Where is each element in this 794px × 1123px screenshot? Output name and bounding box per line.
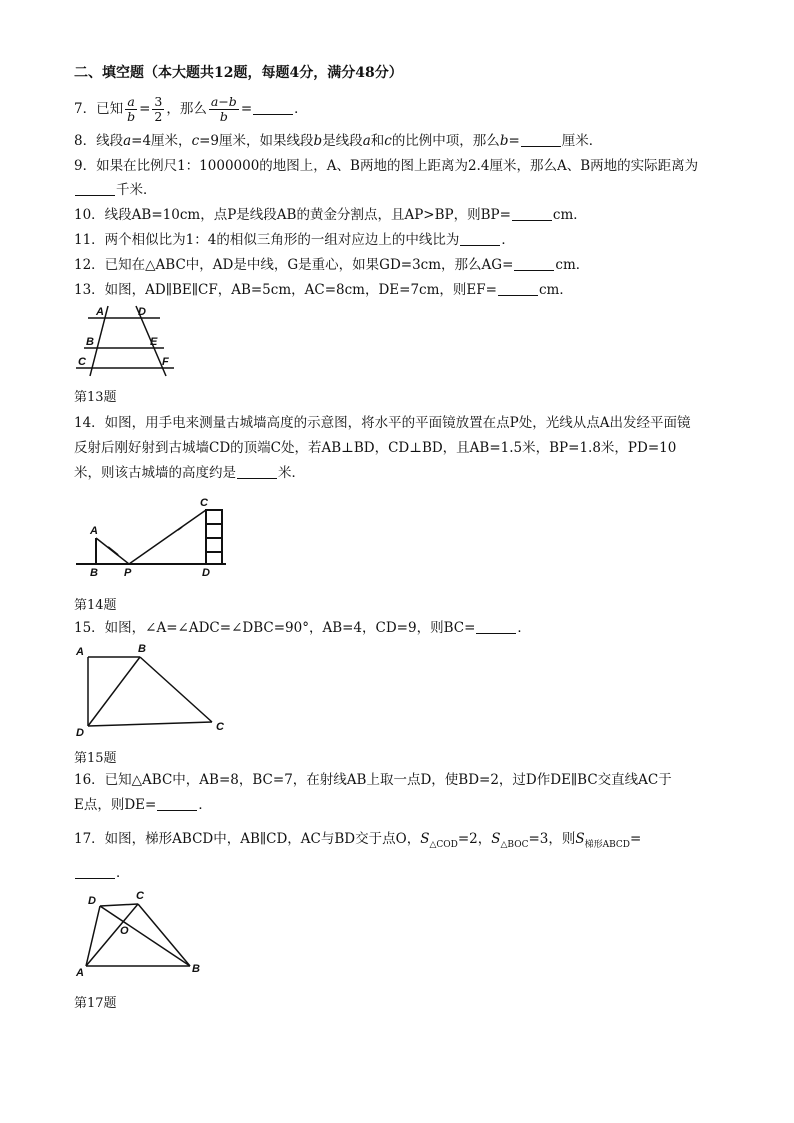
caption-15: 第15题 — [74, 751, 117, 766]
answer-blank-9[interactable] — [75, 181, 115, 196]
section-title: 二、填空题（本大题共12题，每题4分，满分48分） — [74, 65, 403, 81]
label-b: B — [90, 567, 98, 579]
q7-prefix: 7．已知 — [74, 101, 124, 117]
label-c: C — [200, 497, 208, 509]
question-9-line-1: 9．如果在比例尺1：1000000的地图上，A、B两地的图上距离为2.4厘米，那么A、B两地的实际距离为 — [74, 158, 699, 174]
label-e: E — [150, 336, 158, 348]
question-8: 8．线段a=4厘米，c=9厘米，如果线段b是线段a和c的比例中项，那么b= 厘米． — [74, 133, 603, 149]
question-14-line-1: 14．如图，用手电来测量古城墙高度的示意图，将水平的平面镜放置在点P处，光线从点A出发经平面镜 — [74, 415, 691, 431]
answer-blank-10[interactable] — [512, 206, 552, 221]
figure-13 — [74, 302, 184, 382]
figure-17 — [74, 890, 214, 982]
question-16-line-2: E点，则DE= ． — [74, 797, 212, 813]
question-11: 11．两个相似比为1：4的相似三角形的一组对应边上的中线比为 ． — [74, 232, 515, 248]
answer-blank-16[interactable] — [157, 796, 197, 811]
diagonal-bd — [100, 906, 190, 966]
question-14-line-2: 反射后刚好射到古城墙CD的顶端C处，若AB⊥BD，CD⊥BD，且AB=1.5米，BP=1.8米，PD=10 — [74, 440, 677, 456]
answer-blank-12[interactable] — [514, 256, 554, 271]
label-d: D — [88, 895, 96, 907]
caption-13: 第13题 — [74, 390, 117, 405]
figure-14 — [74, 494, 234, 584]
answer-blank-7[interactable] — [253, 100, 293, 115]
q7-fraction-3-2: $\frac{3}{2}$ — [154, 94, 163, 124]
caption-14: 第14题 — [74, 598, 117, 613]
label-p: P — [124, 567, 132, 579]
figure-15 — [74, 642, 234, 738]
q7-fraction-amb-b: $\frac{a-b}{b}$ — [210, 94, 237, 124]
label-d: D — [202, 567, 210, 579]
label-a: A — [76, 646, 84, 658]
segment-dc — [88, 722, 212, 726]
question-17-line-1: 17．如图，梯形ABCD中，AB∥CD，AC与BD交于点O，$S_{\triangle COD}=2$，$S_{\triangle BOC}=3$，则$S_{梯形ABCD}=$ — [74, 831, 642, 850]
segment-bd — [88, 657, 140, 726]
answer-blank-15[interactable] — [476, 619, 516, 634]
answer-blank-8[interactable] — [521, 132, 561, 147]
label-d: D — [76, 727, 84, 739]
label-b: B — [138, 643, 146, 655]
segment-cb — [138, 904, 190, 966]
label-c: C — [216, 721, 224, 733]
question-13: 13．如图，AD∥BE∥CF，AB=5cm，AC=8cm，DE=7cm，则EF= cm． — [74, 282, 573, 298]
answer-blank-17[interactable] — [75, 864, 115, 879]
segment-dc — [100, 904, 138, 906]
question-12: 12．已知在△ABC中，AD是中线，G是重心，如果GD=3cm，那么AG= cm． — [74, 257, 590, 273]
question-10: 10．线段AB=10cm，点P是线段AB的黄金分割点，且AP>BP，则BP= cm． — [74, 207, 587, 223]
label-a: A — [96, 306, 104, 318]
label-c: C — [136, 890, 144, 902]
label-c: C — [78, 356, 86, 368]
label-d: D — [138, 306, 146, 318]
segment-bc — [140, 657, 212, 722]
question-17-line-2: ． — [74, 864, 130, 882]
answer-blank-13[interactable] — [498, 281, 538, 296]
question-16-line-1: 16．已知△ABC中，AB=8，BC=7，在射线AB上取一点D，使BD=2，过D作DE∥BC交直线AC于 — [74, 772, 672, 788]
label-b: B — [86, 336, 94, 348]
label-f: F — [162, 356, 169, 368]
label-a: A — [90, 525, 98, 537]
label-a: A — [76, 967, 84, 979]
label-b: B — [192, 963, 200, 975]
question-15: 15．如图，∠A=∠ADC=∠DBC=90°，AB=4，CD=9，则BC= ． — [74, 620, 531, 636]
caption-17: 第17题 — [74, 996, 117, 1011]
question-14-line-3: 米，则该古城墙的高度约是 米． — [74, 465, 305, 481]
answer-blank-14[interactable] — [237, 464, 277, 479]
question-7: 7．已知 $\frac{a}{b}$ = $\frac{3}{2}$ ，那么 $\frac{a-b}{b}$ = ． — [74, 94, 308, 124]
question-9-line-2: 千米． — [74, 181, 157, 199]
q7-fraction-a-b: $\frac{a}{b}$ — [127, 94, 136, 124]
answer-blank-11[interactable] — [460, 231, 500, 246]
ray-pc — [129, 510, 206, 564]
label-o: O — [120, 925, 129, 937]
